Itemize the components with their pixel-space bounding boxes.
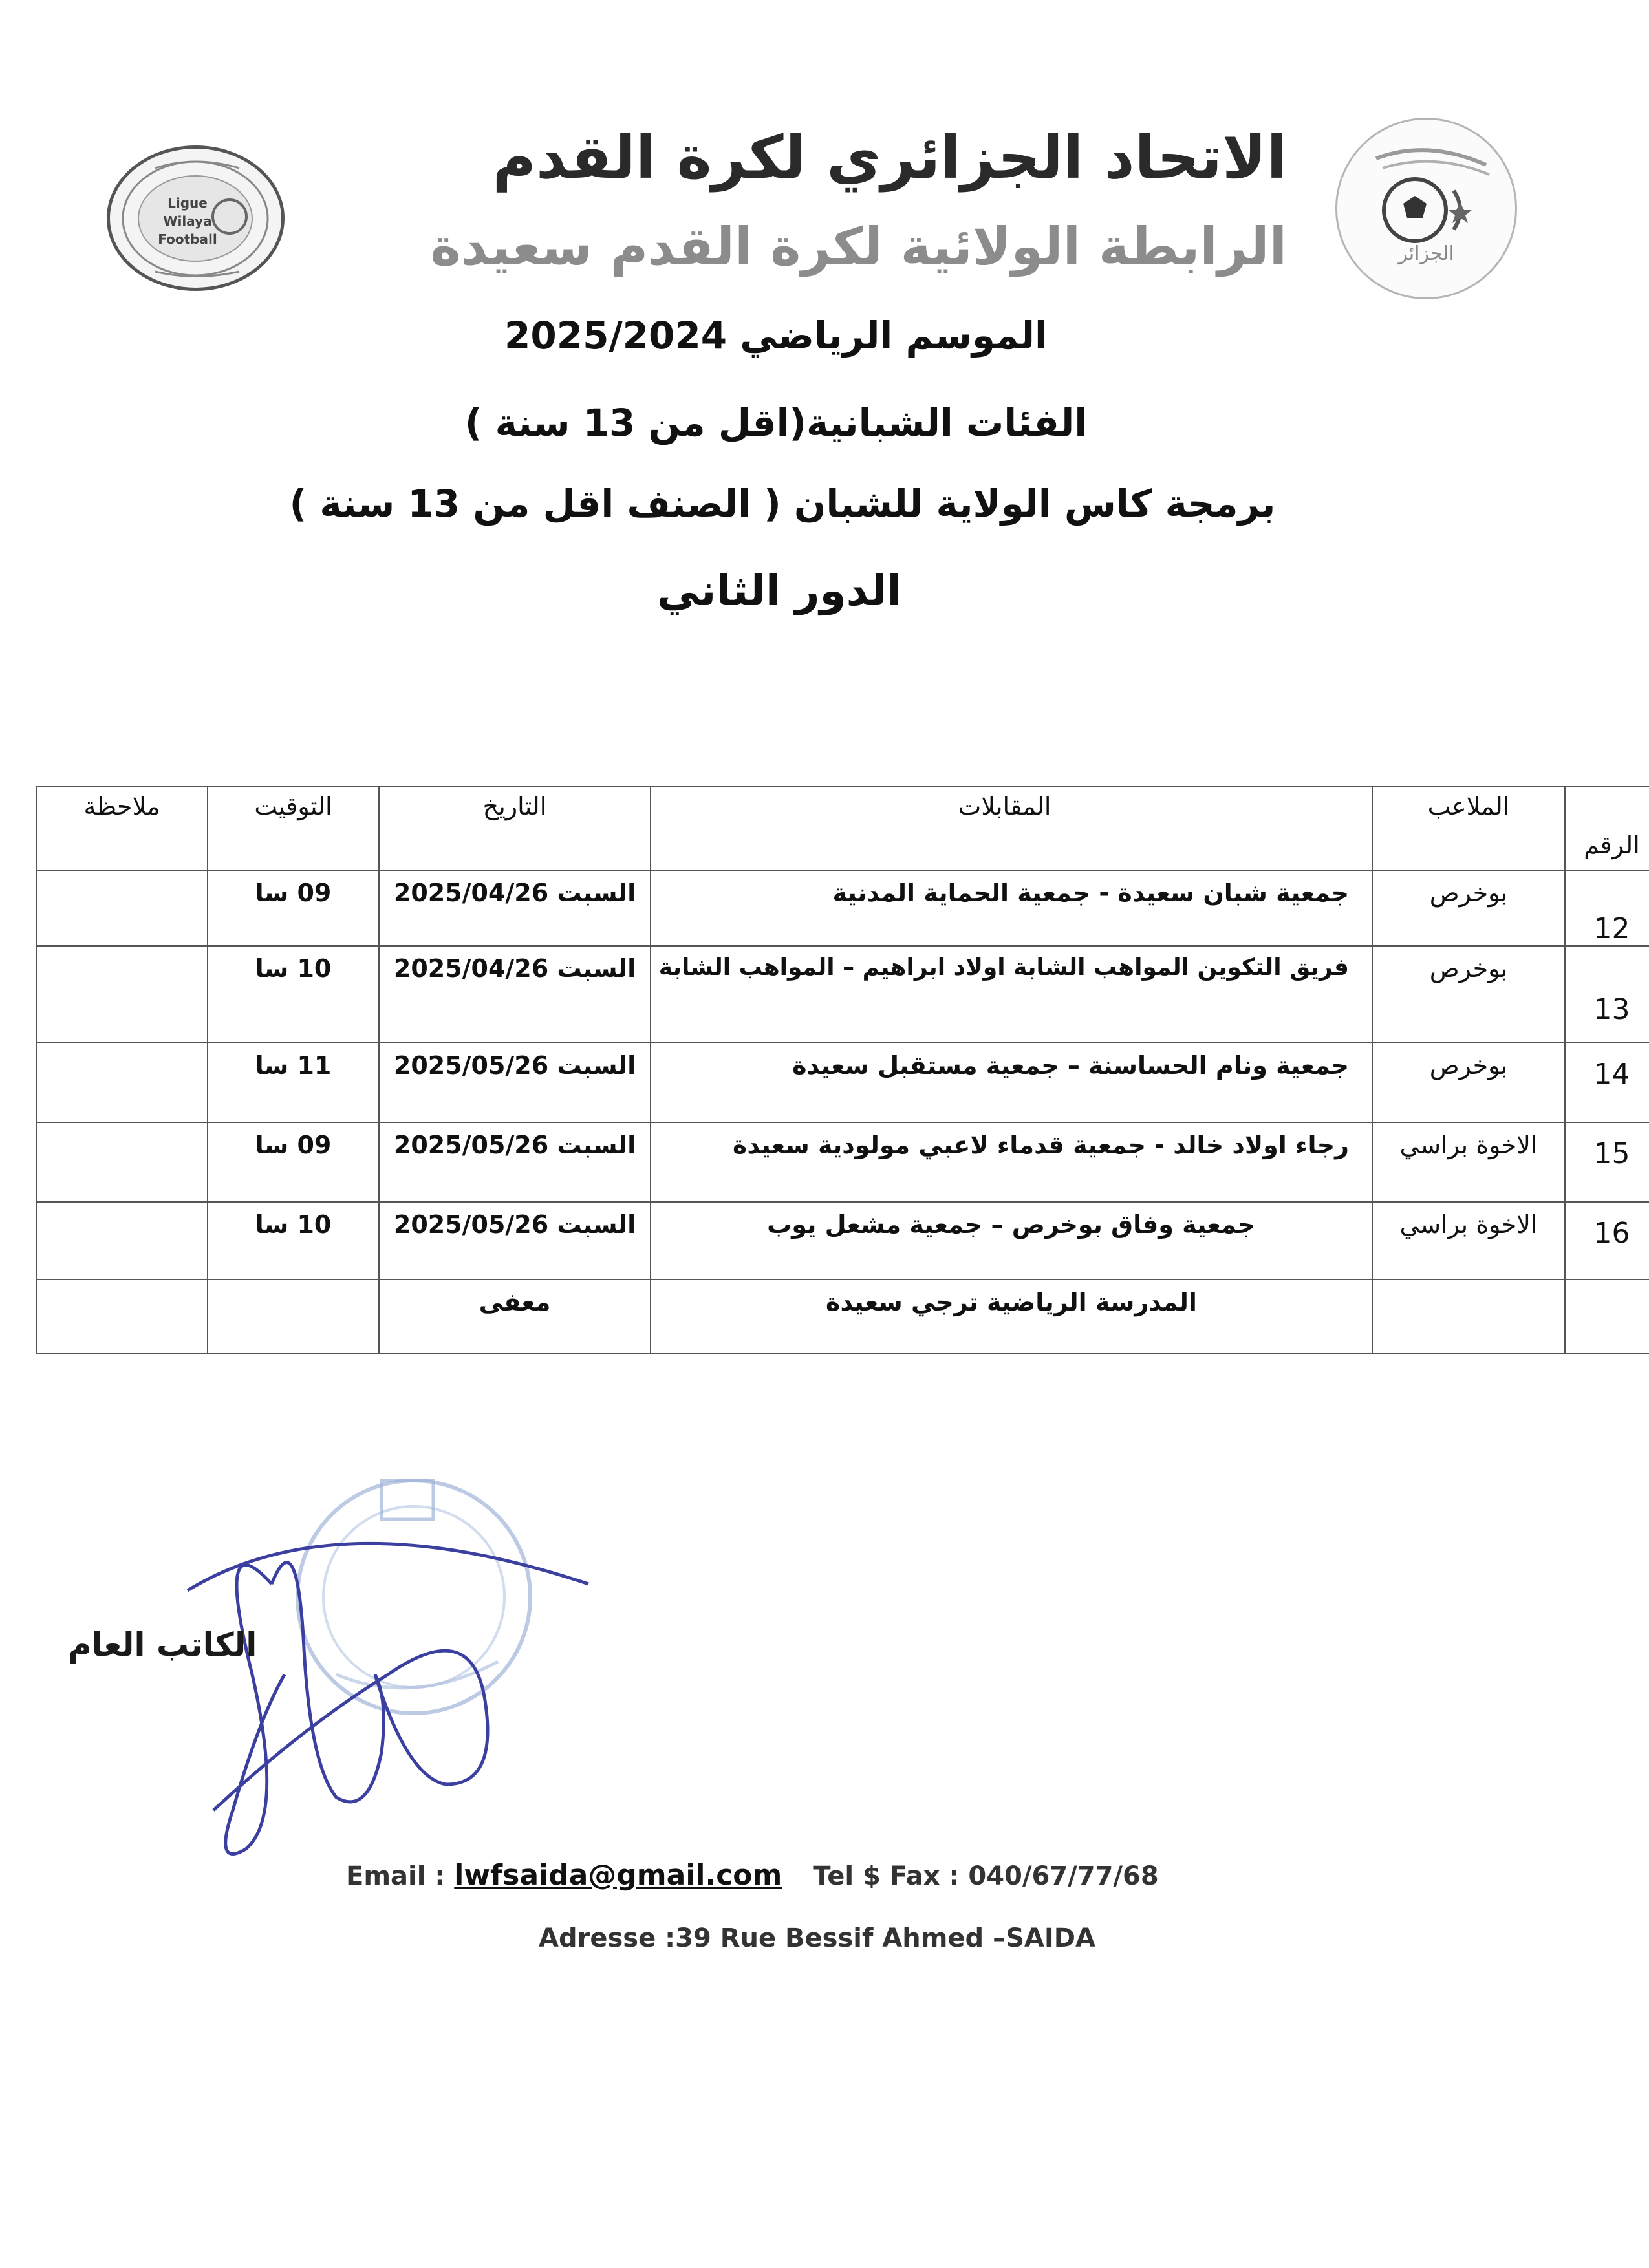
cell-number: 12 <box>1565 870 1649 946</box>
header-stadium: الملاعب <box>1372 786 1565 870</box>
cell-match: رجاء اولاد خالد - جمعية قدماء لاعبي مولودية سعيدة <box>651 1122 1372 1202</box>
league-name: الرابطة الولائية لكرة القدم سعيدة <box>430 217 1287 277</box>
table-row <box>36 1279 1649 1354</box>
cell-time <box>208 1279 379 1354</box>
cell-note <box>36 870 208 946</box>
cell-match: المدرسة الرياضية ترجي سعيدة <box>651 1279 1372 1354</box>
table-row <box>36 946 1649 1043</box>
federation-logo-text: الجزائر <box>1398 242 1454 265</box>
football-icon <box>1337 120 1515 297</box>
header-date: التاريخ <box>379 786 651 870</box>
season-title: الموسم الرياضي 2025/2024 <box>504 314 1048 358</box>
cell-date: السبت 2025/05/26 <box>379 1043 651 1122</box>
email-label: Email : <box>346 1861 455 1891</box>
program-title: برمجة كاس الولاية للشبان ( الصنف اقل من 13 سنة ) <box>289 482 1276 526</box>
cell-stadium: بوخرص <box>1372 946 1565 1043</box>
header-time: التوقيت <box>208 786 379 870</box>
contact-line <box>346 1859 1159 1892</box>
cell-date: السبت 2025/05/26 <box>379 1202 651 1279</box>
federation-name: الاتحاد الجزائري لكرة القدم <box>492 123 1287 192</box>
cell-date: معفى <box>379 1279 651 1354</box>
table-row <box>36 870 1649 946</box>
cell-number: 14 <box>1565 1043 1649 1122</box>
cell-stadium: الاخوة براسي <box>1372 1122 1565 1202</box>
cell-time: 10 سا <box>208 1202 379 1279</box>
table-row <box>36 1043 1649 1122</box>
cell-time: 11 سا <box>208 1043 379 1122</box>
cell-number: 15 <box>1565 1122 1649 1202</box>
cell-date: السبت 2025/05/26 <box>379 1122 651 1202</box>
federation-logo <box>1335 118 1517 299</box>
cell-stadium: بوخرص <box>1372 1043 1565 1122</box>
header-number: الرقم <box>1565 786 1649 870</box>
table-header-row <box>36 786 1649 870</box>
tel-fax: Tel $ Fax : 040/67/77/68 <box>813 1861 1159 1891</box>
header-note: ملاحظة <box>36 786 208 870</box>
cell-match: جمعية شبان سعيدة - جمعية الحماية المدنية <box>651 870 1372 946</box>
league-logo <box>107 145 285 291</box>
cell-note <box>36 1202 208 1279</box>
category-title: الفئات الشبانية(اقل من 13 سنة ) <box>464 401 1088 445</box>
table-row <box>36 1202 1649 1279</box>
cell-stadium <box>1372 1279 1565 1354</box>
cell-time: 09 سا <box>208 1122 379 1202</box>
table-row <box>36 1122 1649 1202</box>
email-link[interactable]: lwfsaida@gmail.com <box>454 1859 782 1892</box>
cell-time: 09 سا <box>208 870 379 946</box>
cell-date: السبت 2025/04/26 <box>379 870 651 946</box>
cell-note <box>36 946 208 1043</box>
schedule-table <box>36 786 1649 1354</box>
cell-number <box>1565 1279 1649 1354</box>
cell-match: جمعية وفاق بوخرص – جمعية مشعل يوب <box>651 1202 1372 1279</box>
cell-stadium: بوخرص <box>1372 870 1565 946</box>
cell-note <box>36 1043 208 1122</box>
cell-stadium: الاخوة براسي <box>1372 1202 1565 1279</box>
round-title: الدور الثاني <box>656 566 902 615</box>
cell-time: 10 سا <box>208 946 379 1043</box>
signature-icon <box>175 1506 614 1868</box>
secretary-general-label: الكاتب العام <box>68 1626 257 1664</box>
cell-number: 16 <box>1565 1202 1649 1279</box>
address: Adresse :39 Rue Bessif Ahmed –SAIDA <box>539 1923 1095 1953</box>
cell-match: فريق التكوين المواهب الشابة اولاد ابراهيم – المواهب الشابة <box>651 946 1372 1043</box>
cell-match: جمعية ونام الحساسنة – جمعية مستقبل سعيدة <box>651 1043 1372 1122</box>
cell-note <box>36 1122 208 1202</box>
cell-date: السبت 2025/04/26 <box>379 946 651 1043</box>
header-matches: المقابلات <box>651 786 1372 870</box>
cell-number: 13 <box>1565 946 1649 1043</box>
cell-note <box>36 1279 208 1354</box>
league-logo-text: Ligue Wilaya Football <box>158 195 217 247</box>
